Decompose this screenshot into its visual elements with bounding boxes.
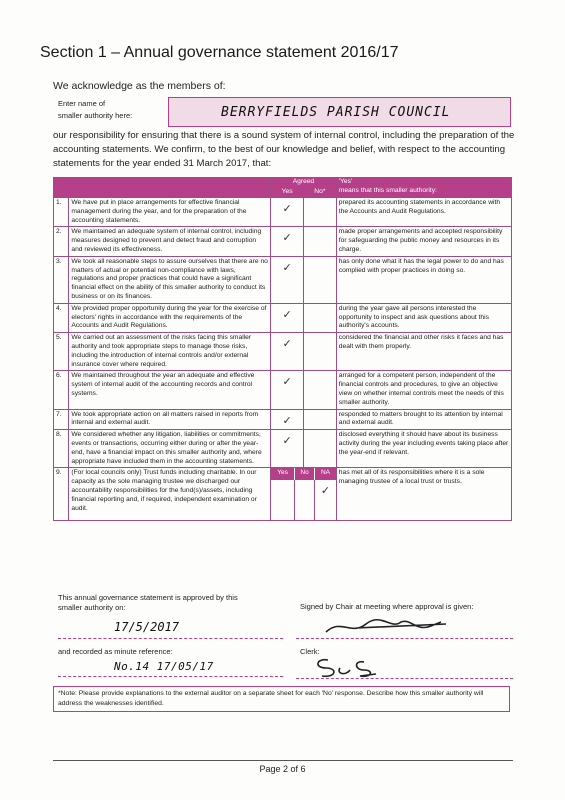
tick-icon: ✓ — [282, 376, 292, 389]
chair-signature-label: Signed by Chair at meeting where approval is given: — [300, 602, 474, 611]
clerk-signature-label: Clerk: — [300, 647, 320, 656]
no-checkbox[interactable] — [303, 371, 336, 409]
row9-no-box[interactable] — [294, 480, 314, 520]
tick-icon: ✓ — [282, 338, 292, 351]
yes-checkbox[interactable] — [271, 333, 304, 371]
section-title: Section 1 – Annual governance statement 2016/17 — [40, 44, 399, 61]
governance-table — [53, 177, 512, 521]
tick-icon: ✓ — [282, 308, 292, 321]
meaning-text: considered the financial and other risks it faces and has dealt with them properly. — [336, 333, 511, 371]
statement-text: We took appropriate action on all matters raised in reports from internal and external audit. — [69, 409, 271, 430]
table-row: 1. We have put in place arrangements for effective financial management during the year, and for the preparation of the accounting statements. ✓ prepared its accounting statements in accordance with the Accounts and Audit Regulations. — [54, 198, 512, 227]
meaning-text: responded to matters brought to its attention by internal and external audit. — [336, 409, 511, 430]
agreed-header: Agreed — [271, 178, 337, 188]
meaning-text: arranged for a competent person, independent of the financial controls and procedures, to give an objective view on whether internal controls meet the needs of this smaller authority. — [336, 371, 511, 409]
meaning-text: during the year gave all persons interested the opportunity to inspect and ask questions about this authority's accounts. — [336, 303, 511, 332]
tick-icon: ✓ — [282, 203, 292, 215]
statement-text: We maintained throughout the year an adequate and effective system of internal audit of the accounting records and control systems. — [69, 371, 271, 409]
yes-checkbox[interactable] — [271, 198, 304, 227]
yes-header: Yes — [271, 188, 304, 198]
table-row: 8. We considered whether any litigation, liabilities or commitments, events or transactions, occurring either during or after the year-end, have a financial impact on this smaller authority and, where appropriate have included them in the accounting statements. ✓ disclosed everything it should have about its business activity during the year including events taking place after the year-end if relevant. — [54, 430, 512, 468]
intro-paragraph: our responsibility for ensuring that there is a sound system of internal control, including the preparation of the accounting statements. We confirm, to the best of our knowledge and belief, with respect to the accounting statements for the year ended 31 March 2017, that: — [53, 130, 515, 169]
no-checkbox[interactable] — [303, 333, 336, 371]
approval-text: This annual governance statement is approved by this smaller authority on: — [58, 593, 238, 612]
chair-signature-field[interactable] — [296, 614, 513, 639]
yes-means-header: 'Yes' means that this smaller authority: — [336, 178, 511, 198]
meaning-text: made proper arrangements and accepted responsibility for safeguarding the public money and resources in its charge. — [336, 227, 511, 256]
meaning-text: disclosed everything it should have about its business activity during the year including events taking place after the year-end if relevant. — [336, 430, 511, 468]
minute-reference-field[interactable] — [58, 658, 283, 677]
row9-no-header: No — [294, 468, 314, 480]
meaning-text: has only done what it has the legal power to do and has complied with proper practices in doing so. — [336, 256, 511, 303]
tick-icon: ✓ — [282, 414, 292, 427]
statement-text: We have put in place arrangements for effective financial management during the year, and for the preparation of the accounting statements. — [69, 198, 271, 227]
authority-name-value: BERRYFIELDS PARISH COUNCIL — [221, 105, 451, 120]
row9-yes-header: Yes — [271, 468, 294, 480]
tick-icon: ✓ — [282, 435, 292, 448]
yes-checkbox[interactable] — [271, 430, 304, 468]
table-row: 4. We provided proper opportunity during the year for the exercise of electors' rights in accordance with the requirements of the Accounts and Audit Regulations. ✓ during the year gave all persons interested the opportunity to inspect and ask questions about this authority's accounts. — [54, 303, 512, 332]
table-row: 5. We carried out an assessment of the risks facing this smaller authority and took appropriate steps to manage those risks, including the introduction of internal controls and/or external insurance cover where required. ✓ considered the financial and other risks it faces and has dealt with them properly. — [54, 333, 512, 371]
yes-checkbox[interactable] — [271, 303, 304, 332]
row9-na-header: NA — [315, 468, 336, 480]
table-row: 7. We took appropriate action on all matters raised in reports from internal and external audit. ✓ responded to matters brought to its attention by internal and external audit. — [54, 409, 512, 430]
acknowledge-text: We acknowledge as the members of: — [53, 80, 226, 92]
note-box: *Note: Please provide explanations to the external auditor on a separate sheet for each 'No' response. Describe how this smaller authority will address the weaknesses identified. — [53, 686, 510, 712]
no-header: No* — [303, 188, 336, 198]
table-row: 6. We maintained throughout the year an adequate and effective system of internal audit of the accounting records and control systems. ✓ arranged for a competent person, independent of the financial controls and procedures, to give an objective view on whether internal controls meet the needs of this smaller authority. — [54, 371, 512, 409]
minute-reference-value: No.14 17/05/17 — [114, 660, 214, 673]
table-row: 3. We took all reasonable steps to assure ourselves that there are no matters of actual or potential non-compliance with laws, regulations and proper practices that could have a significant financial effect on the ability of this smaller authority to conduct its business or on its finances. ✓ has only done what it has the legal power to do and has complied with proper practices in doing so. — [54, 256, 512, 303]
yes-checkbox[interactable] — [271, 409, 304, 430]
no-checkbox[interactable] — [303, 409, 336, 430]
statement-text: We carried out an assessment of the risks facing this smaller authority and took appropriate steps to manage those risks, including the introduction of internal controls and/or external insurance cover where required. — [69, 333, 271, 371]
approval-date-value: 17/5/2017 — [114, 620, 180, 634]
row9-yes-box[interactable] — [271, 480, 294, 520]
authority-name-field[interactable] — [168, 97, 511, 127]
row9-statement: (For local councils only) Trust funds including charitable. In our capacity as the sole managing trustee we discharged our accountability responsibilities for the fund(s)/assets, including financial reporting and, if required, independent examination or audit. — [69, 468, 271, 521]
clerk-signature-icon — [296, 656, 513, 678]
no-checkbox[interactable] — [303, 430, 336, 468]
clerk-signature-field[interactable] — [296, 656, 513, 679]
no-checkbox[interactable] — [303, 227, 336, 256]
no-checkbox[interactable] — [303, 256, 336, 303]
footer-divider — [53, 760, 513, 761]
table-row: 2. We maintained an adequate system of internal control, including measures designed to prevent and detect fraud and corruption and reviewed its effectiveness. ✓ made proper arrangements and accepted responsibility for safeguarding the public money and resources in its charge. — [54, 227, 512, 256]
row9-meaning: has met all of its responsibilities where it is a sole managing trustee of a local trust or trusts. — [336, 468, 511, 521]
minute-reference-label: and recorded as minute reference: — [58, 647, 173, 656]
statement-text: We considered whether any litigation, liabilities or commitments, events or transactions, occurring either during or after the year-end, have a financial impact on this smaller authority and, where appropriate have included them in the accounting statements. — [69, 430, 271, 468]
no-checkbox[interactable] — [303, 303, 336, 332]
statement-text: We provided proper opportunity during the year for the exercise of electors' rights in accordance with the requirements of the Accounts and Audit Regulations. — [69, 303, 271, 332]
approval-date-field[interactable] — [58, 620, 283, 639]
tick-icon: ✓ — [320, 485, 331, 498]
name-field-label: Enter name of smaller authority here: — [58, 99, 133, 120]
no-checkbox[interactable] — [303, 198, 336, 227]
row9-na-box[interactable] — [315, 480, 336, 520]
statement-text: We took all reasonable steps to assure ourselves that there are no matters of actual or potential non-compliance with laws, regulations and proper practices that could have a significant financial effect on the ability of this smaller authority to conduct its business or on its finances. — [69, 256, 271, 303]
meaning-text: prepared its accounting statements in accordance with the Accounts and Audit Regulations. — [336, 198, 511, 227]
table-row: 9. (For local councils only) Trust funds including charitable. In our capacity as the sole managing trustee we discharged our accountability responsibilities for the fund(s)/assets, including financial reporting and, if required, independent examination or audit. Yes No NA ✓ has met all of its responsibilities where it is a sole managing trustee of a local trust or trusts. — [54, 468, 512, 521]
yes-checkbox[interactable] — [271, 371, 304, 409]
yes-checkbox[interactable] — [271, 227, 304, 256]
statement-text: We maintained an adequate system of internal control, including measures designed to prevent and detect fraud and corruption and reviewed its effectiveness. — [69, 227, 271, 256]
page-number: Page 2 of 6 — [259, 764, 306, 774]
tick-icon: ✓ — [282, 261, 292, 274]
chair-signature-icon — [296, 614, 513, 638]
yes-checkbox[interactable] — [271, 256, 304, 303]
tick-icon: ✓ — [282, 232, 292, 245]
